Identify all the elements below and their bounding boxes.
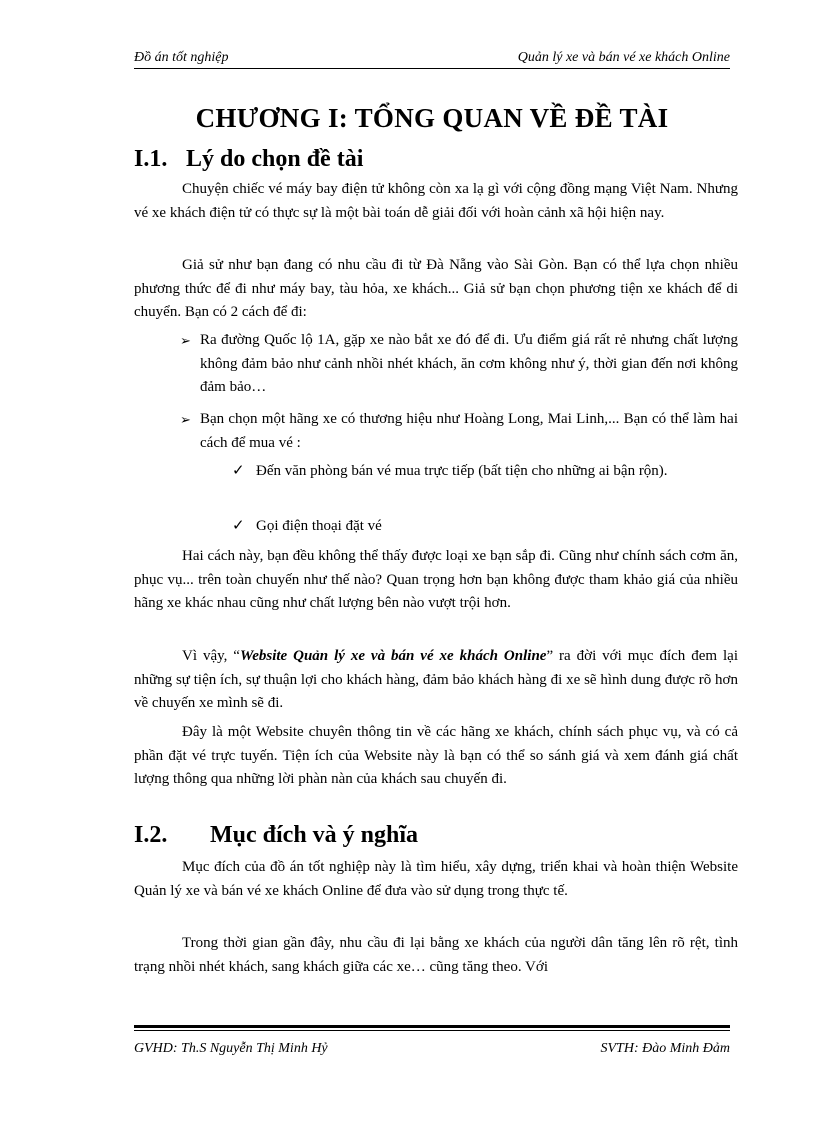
- bullet-item: [180, 329, 738, 400]
- footer-rule-thin: [134, 1030, 730, 1031]
- section-number: I.2.: [134, 822, 168, 848]
- header-right-text: Quản lý xe và bán vé xe khách Online: [517, 50, 730, 65]
- checkmark-icon: ✓: [232, 518, 245, 534]
- sub-bullet-text: Đến văn phòng bán vé mua trực tiếp (bất tiện cho những ai bận rộn).: [256, 463, 668, 479]
- header-rule: [134, 68, 730, 69]
- chapter-title: CHƯƠNG I: TỔNG QUAN VỀ ĐỀ TÀI: [195, 103, 669, 133]
- bullet-text: Ra đường Quốc lộ 1A, gặp xe nào bắt xe đó để đi. Ưu điểm giá rất rẻ nhưng chất lượng không đảm bảo như cảnh nhồi nhét khách, ăn cơm không như ý, thời gian đến nơi không đảm bảo…: [200, 332, 738, 395]
- bullet-item: [180, 408, 738, 455]
- paragraph: Giả sử như bạn đang có nhu cầu đi từ Đà Nẵng vào Sài Gòn. Bạn có thể lựa chọn nhiều phương thức để đi như máy bay, tàu hỏa, xe khách... Giả sử bạn chọn phương tiện xe khách để di chuyển. Bạn có 2 cách để đi:: [134, 257, 738, 320]
- section-title: Lý do chọn đề tài: [186, 146, 364, 172]
- sub-bullet-text: Gọi điện thoại đặt vé: [256, 518, 382, 534]
- footer-left-text: GVHD: Th.S Nguyễn Thị Minh Hỷ: [134, 1041, 328, 1056]
- paragraph: Chuyện chiếc vé máy bay điện tử không còn xa lạ gì với cộng đồng mạng Việt Nam. Nhưng vé xe khách điện tử có thực sự là một bài toán dễ giải đối với hoàn cảnh xã hội hiện nay.: [134, 181, 738, 221]
- paragraph: Đây là một Website chuyên thông tin về các hãng xe khách, chính sách phục vụ, và có cả phần đặt vé trực tuyến. Tiện ích của Website này là bạn có thể so sánh giá và xem đánh giá chất lượng thông qua những lời phàn nàn của khách sau chuyến đi.: [134, 724, 738, 787]
- section-number: I.1.: [134, 146, 168, 172]
- sub-bullet-item: [232, 460, 738, 484]
- website-name-emphasis: Website Quản lý xe và bán vé xe khách Online: [239, 648, 547, 664]
- paragraph: [134, 645, 738, 716]
- page-header: [134, 48, 730, 70]
- page-footer: [134, 1025, 730, 1065]
- arrowhead-bullet-icon: ➢: [180, 412, 191, 427]
- bullet-text: Bạn chọn một hãng xe có thương hiệu như Hoàng Long, Mai Linh,... Bạn có thể làm hai cách để mua vé :: [200, 411, 738, 451]
- paragraph-text: ” ra đời với mục đích đem lại những sự tiện ích, sự thuận lợi cho khách hàng, đảm bảo khách hàng đi xe sẽ hình dung được rõ hơn về chuyến xe mình sẽ đi.: [134, 648, 738, 711]
- paragraph: Hai cách này, bạn đều không thể thấy được loại xe bạn sắp đi. Cũng như chính sách cơm ăn, phục vụ... trên toàn chuyến như thế nào? Quan trọng hơn bạn không được tham khảo giá của nhiều hãng xe khác nhau cũng như chất lượng bên nào vượt trội hơn.: [134, 548, 738, 611]
- sub-bullet-item: [232, 515, 738, 539]
- paragraph-text: Vì vậy, “: [182, 648, 240, 664]
- footer-right-text: SVTH: Đào Minh Đảm: [600, 1041, 730, 1056]
- header-left-text: Đồ án tốt nghiệp: [134, 50, 229, 65]
- section-heading-2: [134, 822, 418, 849]
- footer-rule-thick: [134, 1025, 730, 1028]
- section-heading-1: [134, 146, 363, 173]
- paragraph: Trong thời gian gần đây, nhu cầu đi lại bằng xe khách của người dân tăng lên rõ rệt, tình trạng nhồi nhét khách, sang khách giữa các xe… cũng tăng theo. Với: [134, 935, 738, 975]
- section-title: Mục đích và ý nghĩa: [210, 822, 419, 848]
- checkmark-icon: ✓: [232, 463, 245, 479]
- arrowhead-bullet-icon: ➢: [180, 333, 191, 348]
- paragraph: Mục đích của đồ án tốt nghiệp này là tìm hiểu, xây dựng, triển khai và hoàn thiện Website Quản lý xe và bán vé xe khách Online để đưa vào sử dụng trong thực tế.: [134, 859, 738, 899]
